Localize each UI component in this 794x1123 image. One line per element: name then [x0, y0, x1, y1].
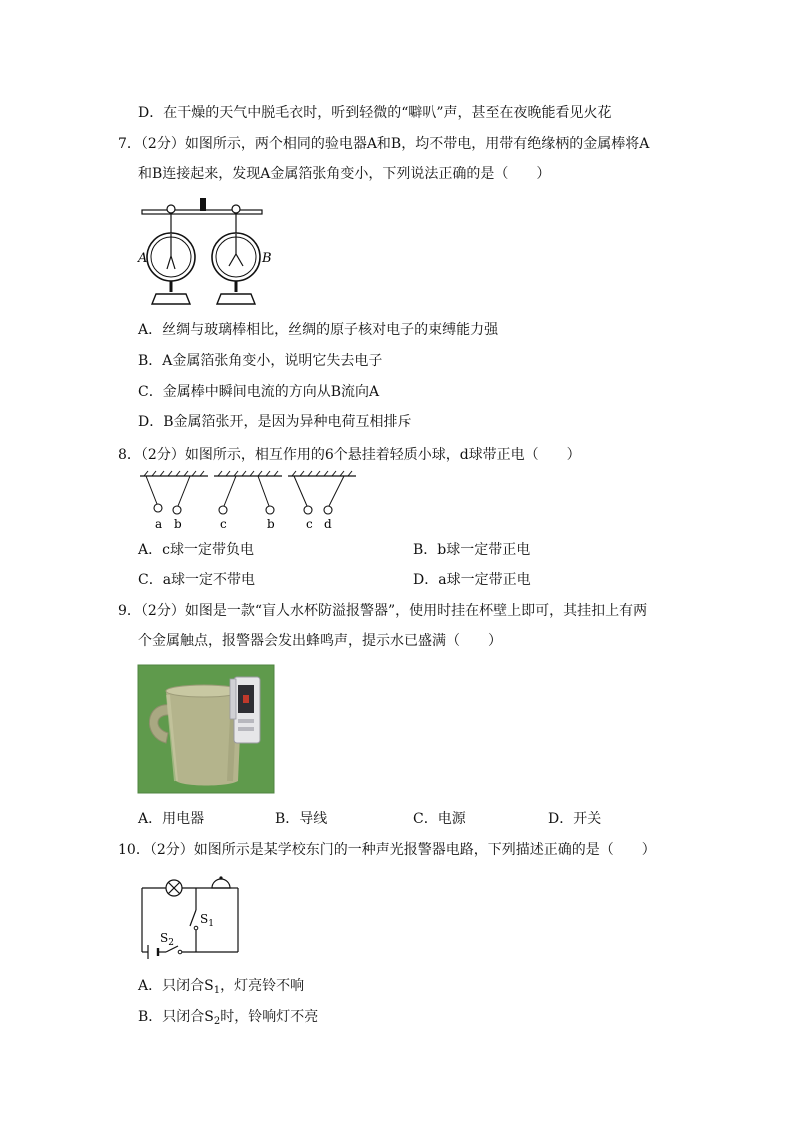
q6-option-d: D．在干燥的天气中脱毛衣时，听到轻微的“噼叭”声，甚至在夜晚能看见火花: [138, 105, 612, 121]
switch-s1-subscript: 1: [208, 919, 214, 929]
switch-s2-label: S: [160, 931, 169, 945]
q10-option-a-subscript: 1: [213, 985, 221, 996]
ball-label-b2: b: [267, 517, 275, 531]
q7-stem-line1: 7．（2分）如图所示，两个相同的验电器A和B，均不带电，用带有绝缘柄的金属棒将A: [118, 136, 650, 152]
q7-stem-line2: 和B连接起来，发现A金属箔张角变小，下列说法正确的是（ ）: [138, 166, 551, 182]
q10-option-a-tail: ，灯亮铃不响: [220, 978, 305, 994]
q9-option-b: B．导线: [275, 811, 328, 827]
q10-option-a: [138, 976, 304, 1001]
hanging-balls-figure: [138, 470, 358, 532]
cup-alarm-photo: [138, 665, 274, 793]
q7-option-b: B．A金属箔张角变小，说明它失去电子: [138, 353, 383, 369]
ball-label-b1: b: [174, 517, 182, 531]
q8-option-a: A．c球一定带负电: [138, 542, 254, 558]
electroscope-label-a: A: [138, 251, 148, 266]
q7-option-c: C．金属棒中瞬间电流的方向从B流向A: [138, 384, 380, 400]
q8-stem: 8．（2分）如图所示，相互作用的6个悬挂着轻质小球，d球带正电（ ）: [118, 447, 581, 463]
electroscope-figure: [138, 196, 272, 308]
q7-option-d: D．B金属箔张开，是因为异种电荷互相排斥: [138, 414, 412, 430]
q10-option-a-text: A．只闭合S: [138, 978, 214, 994]
q10-option-b-subscript: 2: [213, 1016, 221, 1027]
ball-label-d: d: [324, 517, 332, 531]
q9-stem-line1: 9．（2分）如图是一款“盲人水杯防溢报警器”，使用时挂在杯壁上即可，其挂扣上有两: [118, 603, 648, 619]
ball-label-c2: c: [306, 517, 313, 531]
electroscope-label-b: B: [262, 251, 272, 266]
q10-option-b-text: B．只闭合S: [138, 1009, 214, 1025]
switch-s1-label: S: [200, 912, 209, 926]
q9-option-d: D．开关: [548, 811, 602, 827]
svg-text:S2: [160, 931, 174, 948]
q9-stem-line2: 个金属触点，报警器会发出蜂鸣声，提示水已盛满（ ）: [138, 633, 502, 649]
q10-stem: 10．（2分）如图所示是某学校东门的一种声光报警器电路，下列描述正确的是（ ）: [118, 842, 656, 858]
q10-option-b-tail: 时，铃响灯不亮: [220, 1009, 319, 1025]
ball-label-a: a: [155, 517, 163, 531]
q9-option-c: C．电源: [413, 811, 466, 827]
ball-label-c1: c: [220, 517, 227, 531]
alarm-circuit-figure: [138, 872, 248, 958]
q8-option-d: D．a球一定带正电: [413, 572, 531, 588]
q8-option-b: B．b球一定带正电: [413, 542, 531, 558]
q9-option-a: A．用电器: [138, 811, 205, 827]
q7-option-a: A．丝绸与玻璃棒相比，丝绸的原子核对电子的束缚能力强: [138, 322, 499, 338]
svg-text:S1: [200, 912, 214, 929]
q10-option-b: [138, 1007, 318, 1032]
switch-s2-subscript: 2: [168, 938, 174, 948]
q8-option-c: C．a球一定不带电: [138, 572, 256, 588]
